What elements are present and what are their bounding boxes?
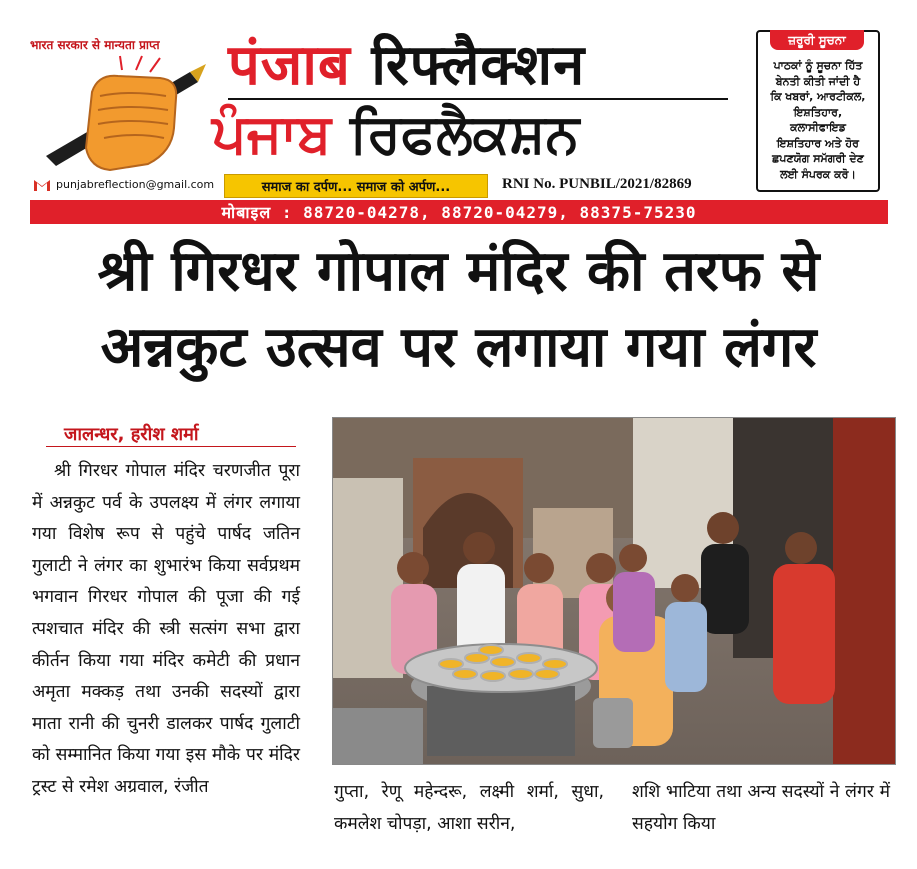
- notice-line: ਬੇਨਤੀ ਕੀਤੀ ਜਾਂਦੀ ਹੈ: [775, 74, 861, 88]
- continuation-left: [334, 777, 604, 840]
- article-body-column: [32, 456, 300, 804]
- masthead-title-hindi: [228, 33, 728, 98]
- article-body: श्री गिरधर गोपाल मंदिर चरणजीत पूरा में अन्नकुट पर्व के उपलक्ष्य में लंगर लगाया गया विशेष रूप से पहुंचे पार्षद जतिन गुलाटी ने लंगर का शुभारंभ किया सर्वप्रथम भगवान गिरधर गोपाल की पूजा की गई त्पशचात मंदिर की स्त्री सत्संग सभा द्वारा कीर्तन किया गया मंदिर कमेटी की प्रधान अमृता मक्कड़ तथा उनकी सदस्यों द्वारा माता रानी की चुनरी डालकर पार्षद गुलाटी को सम्मानित किया गया इस मौके पर मंदिर ट्रस्ट से रमेश अग्रवाल, रंजीत: [32, 461, 300, 797]
- byline: जालन्धर, हरीश शर्मा: [64, 424, 199, 445]
- notice-line: ਪਾਠਕਾਂ ਨੂੰ ਸੂਚਨਾ ਹਿੱਤ: [773, 59, 863, 72]
- masthead-title-punjabi: [212, 104, 732, 164]
- email-text[interactable]: punjabreflection@gmail.com: [56, 178, 215, 191]
- slogan-banner: समाज का दर्पण... समाज को अर्पण...: [224, 174, 488, 198]
- headline-line-2: अन्नकुट उत्सव पर लगाया गया लंगर: [100, 315, 817, 380]
- event-photo: [332, 417, 896, 765]
- mobile-numbers-bar: मोबाइल : 88720-04278, 88720-04279, 88375-75230: [30, 200, 888, 224]
- email-row: [34, 178, 214, 191]
- fist-pen-logo-icon: [40, 52, 210, 177]
- masthead-title-hindi-red: पंजाब: [228, 33, 351, 98]
- notice-title: ਜ਼ਰੂਰੀ ਸੂਚਨਾ: [770, 30, 864, 50]
- headline-line-1: श्री गिरधर गोपाल मंदिर की तरफ से: [97, 239, 820, 304]
- notice-line: ਲਈ ਸੰਪਰਕ ਕਰੋ।: [780, 167, 856, 181]
- notice-line: ਕਲਾਸੀਫਾਇਡ: [790, 121, 846, 134]
- continuation-right: [632, 777, 890, 840]
- notice-line: ਇਸ਼ਤਿਹਾਰ ਅਤੇ ਹੋਰ: [777, 136, 859, 150]
- headline: [20, 234, 897, 386]
- continuation-right-text: शशि भाटिया तथा अन्य सदस्यों ने लंगर में सहयोग किया: [632, 782, 890, 834]
- langar-group-photo-image: [333, 418, 895, 764]
- continuation-left-text: गुप्ता, रेणू महेन्दरू, लक्ष्मी शर्मा, सुधा, कमलेश चोपड़ा, आशा सरीन,: [334, 782, 604, 834]
- byline-underline: [46, 446, 296, 447]
- notice-body: [762, 58, 874, 182]
- masthead-divider: [228, 98, 728, 100]
- masthead-title-punjabi-red: ਪੰਜਾਬ: [212, 102, 332, 165]
- masthead: [0, 0, 917, 228]
- gmail-icon: [34, 179, 50, 191]
- masthead-title-hindi-black: रिफ्लैक्शन: [371, 33, 586, 98]
- notice-box: [756, 30, 880, 192]
- masthead-title-punjabi-black: ਰਿਫਲੈਕਸ਼ਨ: [350, 102, 580, 165]
- notice-line: ਛਪਣਯੋਗ ਸਮੱਗਰੀ ਦੇਣ: [772, 152, 864, 165]
- notice-line: ਇਸ਼ਤਿਹਾਰ,: [793, 105, 843, 119]
- rni-number: RNI No. PUNBIL/2021/82869: [502, 176, 692, 192]
- notice-line: ਕਿ ਖਬਰਾਂ, ਆਰਟੀਕਲ,: [770, 90, 866, 103]
- recognition-text: भारत सरकार से मान्यता प्राप्त: [30, 38, 160, 52]
